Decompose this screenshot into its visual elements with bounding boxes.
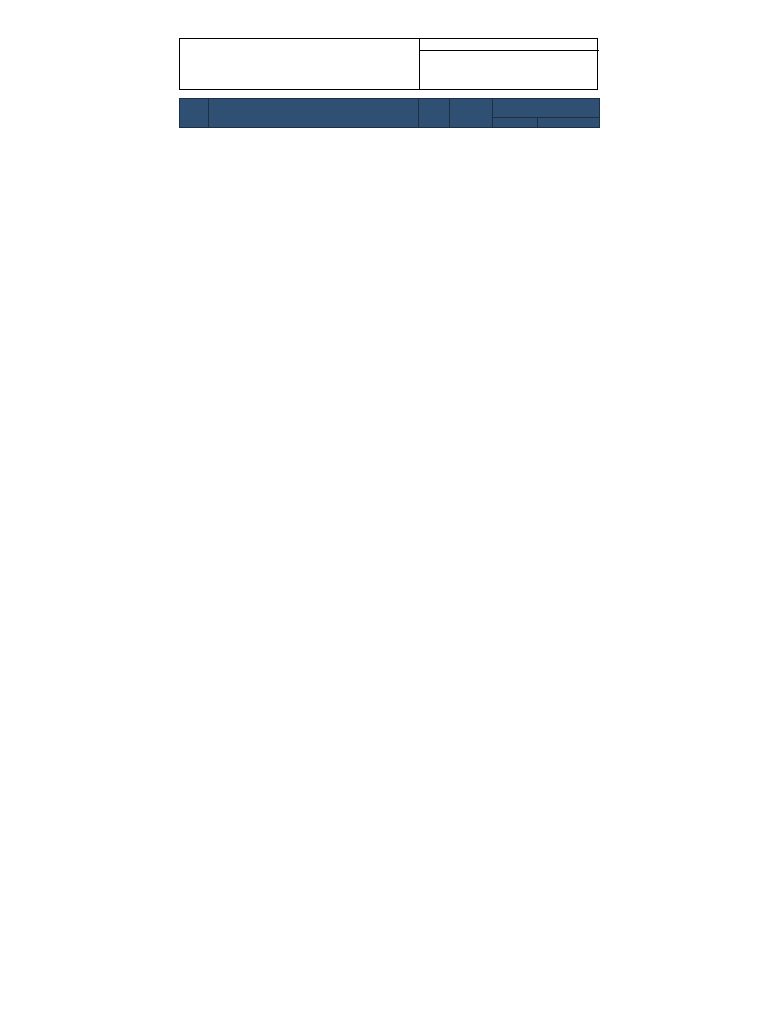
col-header-presupuesto <box>493 99 600 118</box>
col-header-descripcion <box>209 99 419 128</box>
col-header-partida <box>180 99 209 128</box>
title-box <box>179 38 598 90</box>
col-header-monto <box>538 118 600 128</box>
title-box-left-cell <box>180 39 420 89</box>
title-box-divider <box>419 50 599 51</box>
col-header-metrado <box>450 99 493 128</box>
budget-table <box>179 98 600 128</box>
budget-sheet <box>179 38 599 90</box>
col-header-unid <box>419 99 450 128</box>
col-header-pu <box>493 118 538 128</box>
